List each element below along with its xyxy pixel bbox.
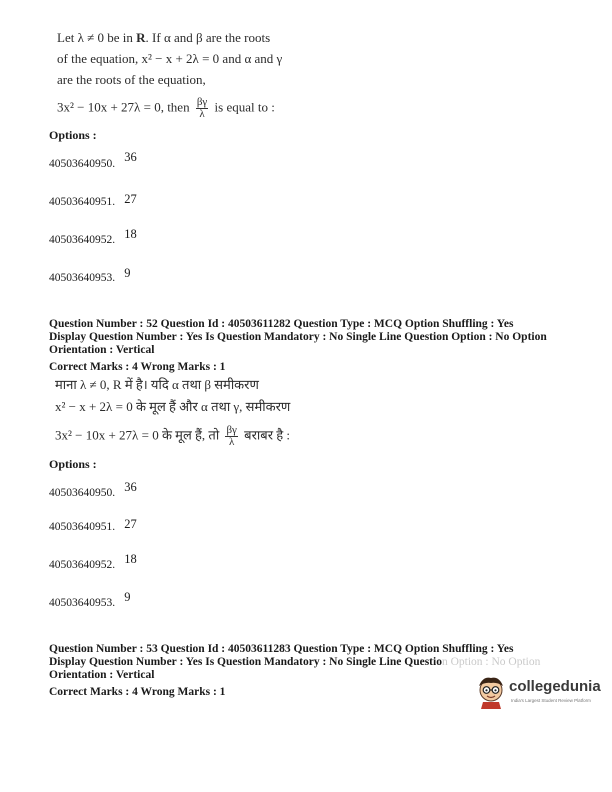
option-value: 27 <box>124 192 137 206</box>
logo-tagline: India's Largest Student Review Platform <box>511 698 591 703</box>
question-text-line: Let λ ≠ 0 be in R. If α and β are the roots <box>57 30 271 45</box>
question-text-line: 3x² − 10x + 27λ = 0, then $\frac{\beta\gamma}{\lambda}$ is equal to : <box>57 96 275 120</box>
question-meta: Question Number : 52 Question Id : 40503611282 Question Type : MCQ Option Shuffling : Yes <box>49 318 514 330</box>
option-item[interactable] <box>49 190 137 209</box>
question-meta: Orientation : Vertical <box>49 669 155 681</box>
fraction: $\frac{\beta\gamma}{\lambda}$ <box>226 424 237 448</box>
option-item[interactable] <box>49 266 130 285</box>
collegedunia-logo <box>474 672 602 712</box>
logo-name: collegedunia <box>509 678 601 695</box>
option-id: 40503640952. <box>49 559 116 571</box>
marks-info: Correct Marks : 4 Wrong Marks : 1 <box>49 361 226 373</box>
option-id: 40503640951. <box>49 521 116 533</box>
option-item[interactable] <box>49 591 130 610</box>
option-item[interactable] <box>49 553 137 572</box>
question-meta: Display Question Number : Yes Is Question Mandatory : No Single Line Question Option : No Option <box>49 656 541 668</box>
question-text-line: of the equation, x² − x + 2λ = 0 and α and γ <box>57 51 283 66</box>
option-id: 40503640950. <box>49 158 116 170</box>
option-id: 40503640951. <box>49 196 116 208</box>
option-item[interactable] <box>49 228 137 247</box>
question-text-line: are the roots of the equation, <box>57 72 206 87</box>
option-id: 40503640953. <box>49 597 116 609</box>
option-value: 18 <box>124 552 137 566</box>
option-value: 9 <box>124 590 131 604</box>
mascot-icon <box>474 674 508 710</box>
option-value: 36 <box>124 150 137 164</box>
options-label: Options : <box>49 128 97 142</box>
question-text-line: 3x² − 10x + 27λ = 0 के मूल हैं, तो $\frac{\beta\gamma}{\lambda}$ बराबर है : <box>55 424 291 448</box>
option-item[interactable] <box>49 481 137 500</box>
option-value: 27 <box>124 517 137 531</box>
option-id: 40503640952. <box>49 234 116 246</box>
question-meta: Orientation : Vertical <box>49 344 155 356</box>
watermark-overlapped-text: n Option : No Option <box>441 656 541 668</box>
option-value: 36 <box>124 480 137 494</box>
fraction: $\frac{\beta\gamma}{\lambda}$ <box>196 96 208 120</box>
option-item[interactable] <box>49 515 137 534</box>
options-label: Options : <box>49 457 97 471</box>
question-text-line: माना λ ≠ 0, R में है। यदि α तथा β समीकरण <box>55 377 259 392</box>
option-id: 40503640950. <box>49 487 116 499</box>
question-text-line: x² − x + 2λ = 0 के मूल हैं और α तथा γ, समीकरण <box>55 399 291 414</box>
question-meta: Question Number : 53 Question Id : 40503611283 Question Type : MCQ Option Shuffling : Yes <box>49 643 514 655</box>
option-value: 18 <box>124 227 137 241</box>
option-value: 9 <box>124 266 131 280</box>
marks-info: Correct Marks : 4 Wrong Marks : 1 <box>49 686 226 698</box>
option-id: 40503640953. <box>49 272 116 284</box>
option-item[interactable] <box>49 152 137 171</box>
question-meta: Display Question Number : Yes Is Question Mandatory : No Single Line Question Option : No Option <box>49 331 547 343</box>
